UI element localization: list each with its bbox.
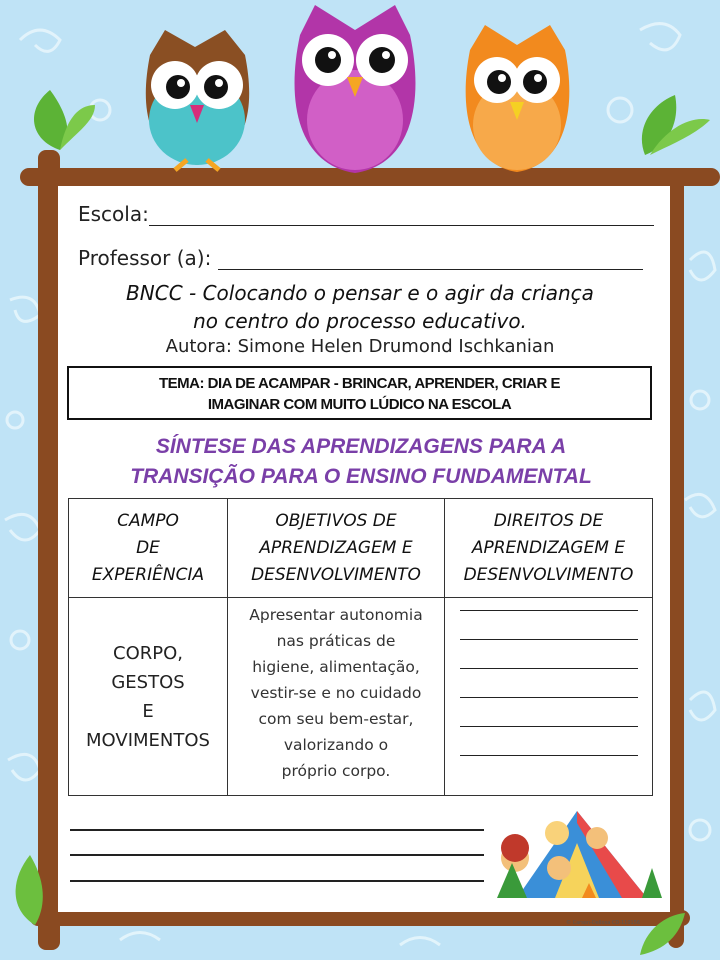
aprendizagens-table [68,498,653,796]
header-text: DIREITOS DE [493,510,604,531]
campo-text: E [142,700,154,722]
direitos-write-line[interactable] [460,751,638,756]
objetivo-text: Apresentar autonomia [249,606,423,624]
owl-purple-icon [280,5,430,180]
professor-input-line[interactable] [218,249,643,270]
escola-field [78,202,654,226]
header-text: DESENVOLVIMENTO [251,564,421,585]
subtitle-line-1: BNCC - Colocando o pensar e o agir da criança [126,281,594,305]
writing-line[interactable] [70,854,484,856]
leaf-icon [5,850,55,930]
header-text: DE [136,537,160,558]
campo-text: CORPO, [113,642,183,664]
header-text: APRENDIZAGEM E [471,537,626,558]
branch-frame-right [668,168,684,948]
header-text: EXPERIÊNCIA [91,564,205,585]
escola-label: Escola: [78,202,149,226]
copyright: © Carson-Dellosa CD-110156 [566,920,641,926]
escola-input-line[interactable] [149,205,654,226]
leaf-icon [20,80,100,160]
header-text: APRENDIZAGEM E [259,537,413,558]
header-campo [69,499,228,598]
owl-teal-icon [135,25,260,175]
header-text: CAMPO [117,510,179,531]
owl-orange-icon [455,20,580,180]
header-objetivos [228,499,445,598]
objetivo-text: próprio corpo. [281,762,391,780]
tema-box [67,366,652,420]
direitos-write-line[interactable] [460,606,638,611]
leaf-icon [630,905,690,960]
objetivos-cell [228,598,445,796]
tema-line-2: IMAGINAR COM MUITO LÚDICO NA ESCOLA [207,396,512,413]
writing-line[interactable] [70,829,484,831]
direitos-write-line[interactable] [460,722,638,727]
direitos-write-line[interactable] [460,664,638,669]
sintese-title [76,432,646,492]
objetivo-text: vestir-se e no cuidado [250,684,422,702]
direitos-write-line[interactable] [460,693,638,698]
professor-field [78,246,643,270]
campo-text: MOVIMENTOS [86,729,210,751]
leaf-icon [625,75,715,165]
sintese-line-1: SÍNTESE DAS APRENDIZAGENS PARA A [155,435,567,458]
author: Autora: Simone Helen Drumond Ischkanian [165,336,555,357]
writing-line[interactable] [70,880,484,882]
tema-line-1: TEMA: DIA DE ACAMPAR - BRINCAR, APRENDER, CRIAR E [158,375,561,392]
header-direitos [445,499,653,598]
campo-text: GESTOS [111,671,185,693]
objetivo-text: nas práticas de [276,632,396,650]
table-header-row [69,499,653,598]
professor-label: Professor (a): [78,246,212,270]
direitos-cell[interactable] [445,598,653,796]
subtitle-line-2: no centro do processo educativo. [193,309,527,333]
objetivo-text: com seu bem-estar, [258,710,414,728]
table-row [69,598,653,796]
header-text: DESENVOLVIMENTO [463,564,634,585]
header-text: OBJETIVOS DE [275,510,397,531]
sintese-line-2: TRANSIÇÃO PARA O ENSINO FUNDAMENTAL [130,465,592,488]
campo-cell [69,598,228,796]
objetivo-text: higiene, alimentação, [252,658,420,676]
branch-frame-left [38,150,60,950]
direitos-write-line[interactable] [460,635,638,640]
camping-tent-icon [497,803,662,908]
objetivo-text: valorizando o [283,736,389,754]
